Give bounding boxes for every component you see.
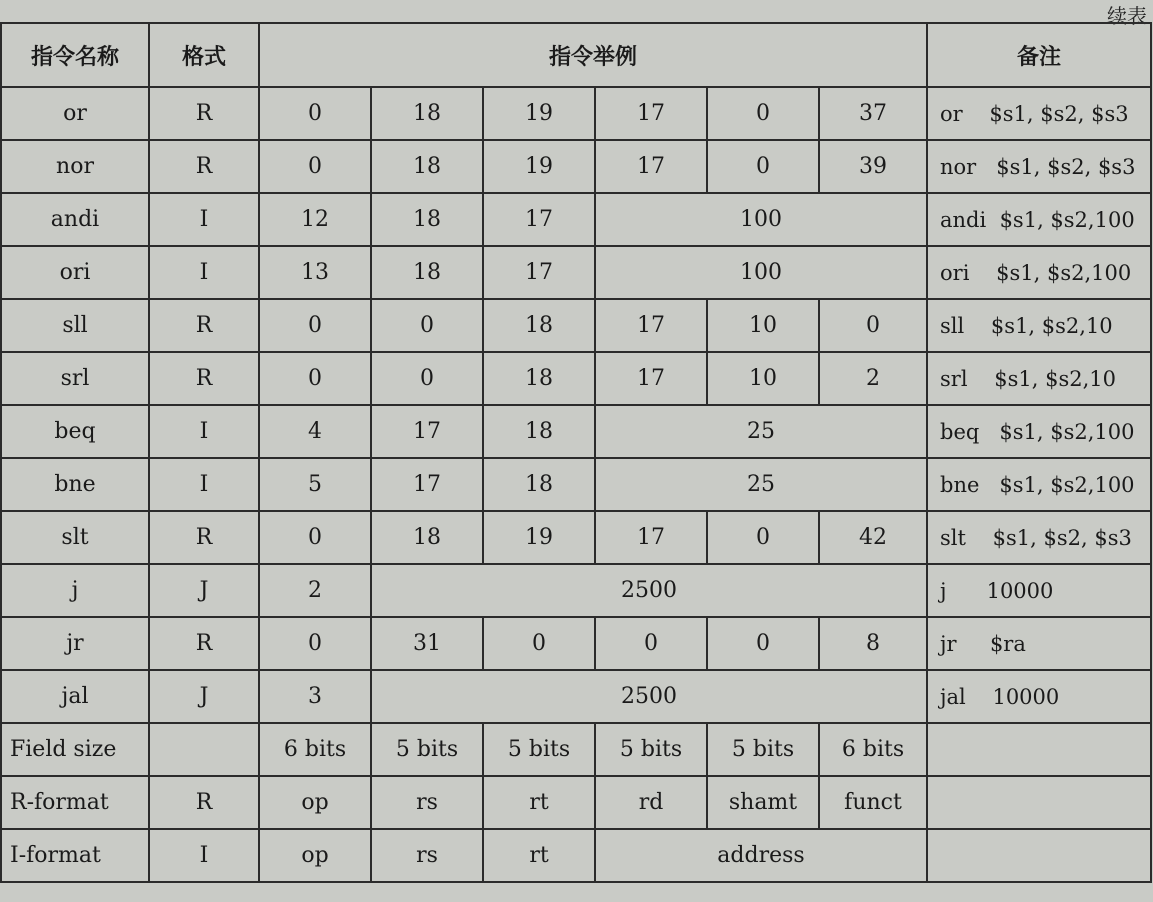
field-op: op bbox=[259, 829, 371, 882]
field-rt: 18 bbox=[483, 352, 595, 405]
field-rt: 18 bbox=[483, 458, 595, 511]
table-row bbox=[1, 405, 1151, 458]
instr-name: jal bbox=[1, 670, 149, 723]
table-row bbox=[1, 299, 1151, 352]
field-rt: 18 bbox=[483, 405, 595, 458]
instr-format: I bbox=[149, 405, 259, 458]
field-funct: 37 bbox=[819, 87, 927, 140]
instr-format: J bbox=[149, 564, 259, 617]
field-immediate: 100 bbox=[595, 246, 927, 299]
field-rs: rs bbox=[371, 829, 483, 882]
field-rt: 19 bbox=[483, 140, 595, 193]
field-op: 0 bbox=[259, 352, 371, 405]
header-example: 指令举例 bbox=[259, 23, 927, 87]
instr-note: jr $ra bbox=[927, 617, 1151, 670]
field-shamt: 10 bbox=[707, 352, 819, 405]
field-rt: 0 bbox=[483, 617, 595, 670]
instr-name: sll bbox=[1, 299, 149, 352]
instr-format: R bbox=[149, 87, 259, 140]
field-rd: 0 bbox=[595, 617, 707, 670]
field-rs: 18 bbox=[371, 87, 483, 140]
table-row bbox=[1, 458, 1151, 511]
field-rs: 18 bbox=[371, 246, 483, 299]
table-row bbox=[1, 140, 1151, 193]
field-rd: 17 bbox=[595, 352, 707, 405]
header-name: 指令名称 bbox=[1, 23, 149, 87]
instr-note: sll $s1, $s2,10 bbox=[927, 299, 1151, 352]
empty-cell bbox=[149, 723, 259, 776]
instr-format: R bbox=[149, 140, 259, 193]
field-rt: 17 bbox=[483, 193, 595, 246]
field-rs: 17 bbox=[371, 458, 483, 511]
instr-name: slt bbox=[1, 511, 149, 564]
field-immediate: 25 bbox=[595, 405, 927, 458]
field-funct: 2 bbox=[819, 352, 927, 405]
size-shamt: 5 bits bbox=[707, 723, 819, 776]
size-rs: 5 bits bbox=[371, 723, 483, 776]
field-rt: 19 bbox=[483, 87, 595, 140]
i-format-row bbox=[1, 829, 1151, 882]
field-rt: 19 bbox=[483, 511, 595, 564]
field-rs: rs bbox=[371, 776, 483, 829]
table-row bbox=[1, 246, 1151, 299]
size-rd: 5 bits bbox=[595, 723, 707, 776]
field-shamt: 0 bbox=[707, 87, 819, 140]
instr-note: or $s1, $s2, $s3 bbox=[927, 87, 1151, 140]
field-shamt: shamt bbox=[707, 776, 819, 829]
instr-note: andi $s1, $s2,100 bbox=[927, 193, 1151, 246]
table-row bbox=[1, 87, 1151, 140]
page-continuation-tag: 续表 bbox=[1107, 4, 1147, 28]
instruction-table bbox=[0, 22, 1152, 883]
instr-note: ori $s1, $s2,100 bbox=[927, 246, 1151, 299]
instr-format: R bbox=[149, 511, 259, 564]
header-row bbox=[1, 23, 1151, 87]
row-label: I-format bbox=[1, 829, 149, 882]
table-row bbox=[1, 617, 1151, 670]
field-rt: 18 bbox=[483, 299, 595, 352]
instr-format: I bbox=[149, 829, 259, 882]
field-immediate: 100 bbox=[595, 193, 927, 246]
field-address: address bbox=[595, 829, 927, 882]
instr-format: J bbox=[149, 670, 259, 723]
field-rd: 17 bbox=[595, 511, 707, 564]
empty-cell bbox=[927, 829, 1151, 882]
field-rd: rd bbox=[595, 776, 707, 829]
field-target: 2500 bbox=[371, 670, 927, 723]
header-format: 格式 bbox=[149, 23, 259, 87]
row-label: Field size bbox=[1, 723, 149, 776]
field-op: 3 bbox=[259, 670, 371, 723]
instr-name: j bbox=[1, 564, 149, 617]
instr-note: bne $s1, $s2,100 bbox=[927, 458, 1151, 511]
instr-format: R bbox=[149, 299, 259, 352]
field-op: 0 bbox=[259, 617, 371, 670]
field-op: 0 bbox=[259, 511, 371, 564]
field-rs: 17 bbox=[371, 405, 483, 458]
instr-note: j 10000 bbox=[927, 564, 1151, 617]
table-row bbox=[1, 670, 1151, 723]
field-shamt: 10 bbox=[707, 299, 819, 352]
field-rd: 17 bbox=[595, 87, 707, 140]
instr-format: I bbox=[149, 458, 259, 511]
field-op: 4 bbox=[259, 405, 371, 458]
field-op: 0 bbox=[259, 87, 371, 140]
field-op: 0 bbox=[259, 140, 371, 193]
instr-name: bne bbox=[1, 458, 149, 511]
field-shamt: 0 bbox=[707, 511, 819, 564]
field-funct: 39 bbox=[819, 140, 927, 193]
size-op: 6 bits bbox=[259, 723, 371, 776]
field-funct: funct bbox=[819, 776, 927, 829]
field-rs: 18 bbox=[371, 140, 483, 193]
row-label: R-format bbox=[1, 776, 149, 829]
instr-note: nor $s1, $s2, $s3 bbox=[927, 140, 1151, 193]
instr-note: jal 10000 bbox=[927, 670, 1151, 723]
instr-format: I bbox=[149, 246, 259, 299]
field-rt: rt bbox=[483, 776, 595, 829]
instr-name: or bbox=[1, 87, 149, 140]
field-rs: 31 bbox=[371, 617, 483, 670]
table-row bbox=[1, 511, 1151, 564]
table-row bbox=[1, 193, 1151, 246]
field-rt: 17 bbox=[483, 246, 595, 299]
field-rs: 0 bbox=[371, 299, 483, 352]
field-target: 2500 bbox=[371, 564, 927, 617]
instr-note: slt $s1, $s2, $s3 bbox=[927, 511, 1151, 564]
size-rt: 5 bits bbox=[483, 723, 595, 776]
field-rd: 17 bbox=[595, 299, 707, 352]
table-row bbox=[1, 352, 1151, 405]
instr-name: beq bbox=[1, 405, 149, 458]
field-op: 0 bbox=[259, 299, 371, 352]
instr-note: srl $s1, $s2,10 bbox=[927, 352, 1151, 405]
field-size-row bbox=[1, 723, 1151, 776]
instr-format: R bbox=[149, 776, 259, 829]
field-rd: 17 bbox=[595, 140, 707, 193]
field-shamt: 0 bbox=[707, 140, 819, 193]
empty-cell bbox=[927, 776, 1151, 829]
field-funct: 0 bbox=[819, 299, 927, 352]
instr-name: andi bbox=[1, 193, 149, 246]
instr-name: srl bbox=[1, 352, 149, 405]
field-immediate: 25 bbox=[595, 458, 927, 511]
instr-name: ori bbox=[1, 246, 149, 299]
instr-format: R bbox=[149, 352, 259, 405]
r-format-row bbox=[1, 776, 1151, 829]
field-op: 5 bbox=[259, 458, 371, 511]
instr-format: I bbox=[149, 193, 259, 246]
field-rs: 18 bbox=[371, 511, 483, 564]
instr-format: R bbox=[149, 617, 259, 670]
field-funct: 8 bbox=[819, 617, 927, 670]
field-rs: 18 bbox=[371, 193, 483, 246]
table-row bbox=[1, 564, 1151, 617]
instr-name: jr bbox=[1, 617, 149, 670]
field-rt: rt bbox=[483, 829, 595, 882]
field-op: 12 bbox=[259, 193, 371, 246]
instr-note: beq $s1, $s2,100 bbox=[927, 405, 1151, 458]
field-op: 13 bbox=[259, 246, 371, 299]
field-op: 2 bbox=[259, 564, 371, 617]
field-funct: 42 bbox=[819, 511, 927, 564]
field-op: op bbox=[259, 776, 371, 829]
instr-name: nor bbox=[1, 140, 149, 193]
field-rs: 0 bbox=[371, 352, 483, 405]
empty-cell bbox=[927, 723, 1151, 776]
header-note: 备注 bbox=[927, 23, 1151, 87]
size-funct: 6 bits bbox=[819, 723, 927, 776]
field-shamt: 0 bbox=[707, 617, 819, 670]
